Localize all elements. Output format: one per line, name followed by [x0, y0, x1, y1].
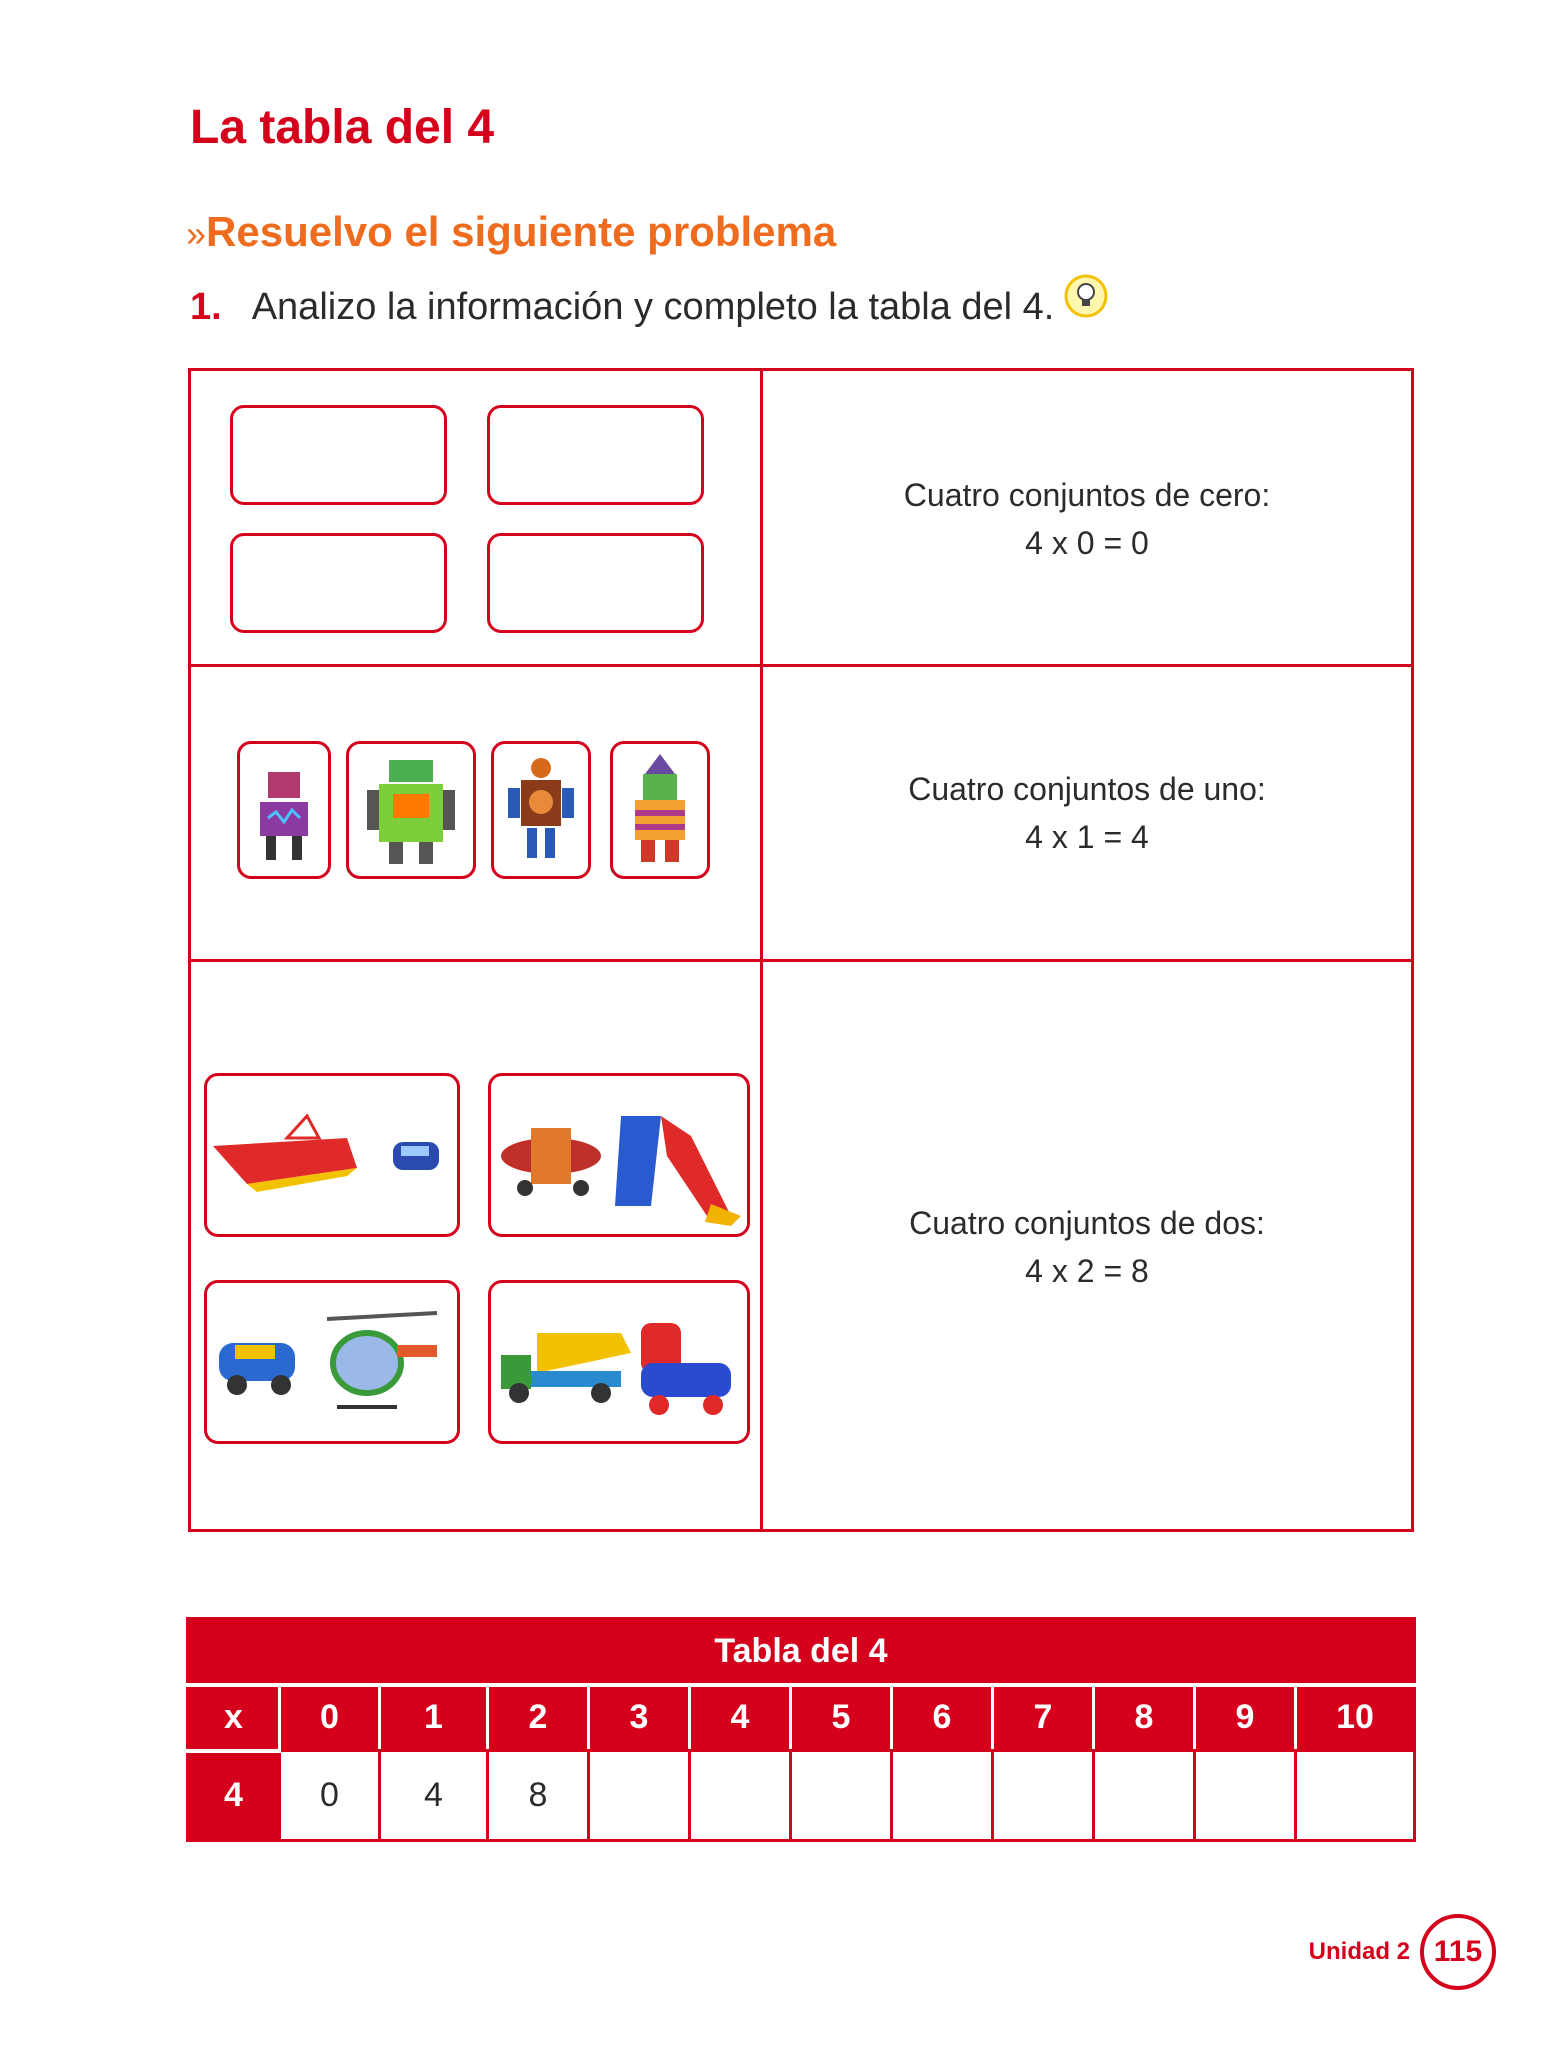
empty-set-box: [230, 533, 447, 633]
car-and-helicopter-icon: [207, 1283, 457, 1441]
toy-set-box: [204, 1073, 460, 1237]
table-header-x: x: [188, 1685, 280, 1751]
page-footer: [1309, 1914, 1496, 1990]
set-description-two: [763, 1199, 1411, 1295]
table-answer-cell[interactable]: [1296, 1751, 1415, 1841]
robot-icon: [349, 744, 473, 876]
set-description-one: [763, 765, 1411, 861]
unit-label: Unidad 2: [1308, 1938, 1410, 1965]
table-row-header: 4: [188, 1751, 280, 1841]
set-equation: 4 x 2 = 8: [1025, 1253, 1149, 1289]
table-column-header: 3: [589, 1685, 690, 1751]
instruction: [190, 286, 1108, 329]
empty-set-box: [487, 405, 704, 505]
set-equation: 4 x 0 = 0: [1025, 525, 1149, 561]
robot-icon: [240, 744, 328, 876]
robot-set-box: [610, 741, 710, 879]
page-title: La tabla del 4: [190, 101, 495, 154]
empty-set-box: [487, 533, 704, 633]
robot-icon: [613, 744, 707, 876]
table-column-header: 9: [1195, 1685, 1296, 1751]
lightbulb-icon: [1064, 274, 1108, 328]
table-column-header: 6: [892, 1685, 993, 1751]
table-column-header: 7: [993, 1685, 1094, 1751]
multiplication-table: [186, 1617, 1416, 1842]
section-marker: »: [186, 213, 207, 254]
sets-grid: [188, 368, 1414, 1532]
table-column-header: 4: [690, 1685, 791, 1751]
toy-set-box: [204, 1280, 460, 1444]
set-description-zero: [763, 471, 1411, 567]
page-number: 115: [1420, 1914, 1496, 1990]
table-column-header: 1: [380, 1685, 488, 1751]
set-description-line: Cuatro conjuntos de cero:: [903, 477, 1271, 513]
table-answer-cell[interactable]: 0: [280, 1751, 380, 1841]
truck-and-ride-on-icon: [491, 1283, 747, 1441]
table-answer-cell[interactable]: 8: [488, 1751, 589, 1841]
section-heading-text: Resuelvo el siguiente problema: [206, 208, 837, 255]
table-answer-cell[interactable]: [589, 1751, 690, 1841]
table-column-header: 5: [791, 1685, 892, 1751]
robot-icon: [494, 744, 588, 876]
table-column-header: 8: [1094, 1685, 1195, 1751]
empty-set-box: [230, 405, 447, 505]
toy-set-box: [488, 1073, 750, 1237]
table-answer-cell[interactable]: [791, 1751, 892, 1841]
set-description-line: Cuatro conjuntos de dos:: [909, 1205, 1265, 1241]
plane-and-slide-icon: [491, 1076, 747, 1234]
section-heading: [186, 208, 836, 256]
instruction-text: Analizo la información y completo la tabla del 4.: [251, 286, 1055, 328]
table-answer-cell[interactable]: [993, 1751, 1094, 1841]
table-column-header: 0: [280, 1685, 380, 1751]
boat-icon: [207, 1076, 457, 1234]
robot-set-box: [237, 741, 331, 879]
set-description-line: Cuatro conjuntos de uno:: [908, 771, 1266, 807]
instruction-number: 1.: [190, 286, 222, 328]
table-answer-cell[interactable]: [892, 1751, 993, 1841]
table-answer-cell[interactable]: [1094, 1751, 1195, 1841]
table-column-header: 10: [1296, 1685, 1415, 1751]
table-answer-cell[interactable]: 4: [380, 1751, 488, 1841]
table-answer-cell[interactable]: [1195, 1751, 1296, 1841]
grid-divider: [191, 959, 1411, 962]
table-answer-cell[interactable]: [690, 1751, 791, 1841]
toy-set-box: [488, 1280, 750, 1444]
table-caption: Tabla del 4: [188, 1619, 1415, 1685]
table-column-header: 2: [488, 1685, 589, 1751]
grid-divider: [191, 664, 1411, 667]
robot-set-box: [346, 741, 476, 879]
set-equation: 4 x 1 = 4: [1025, 819, 1149, 855]
robot-set-box: [491, 741, 591, 879]
